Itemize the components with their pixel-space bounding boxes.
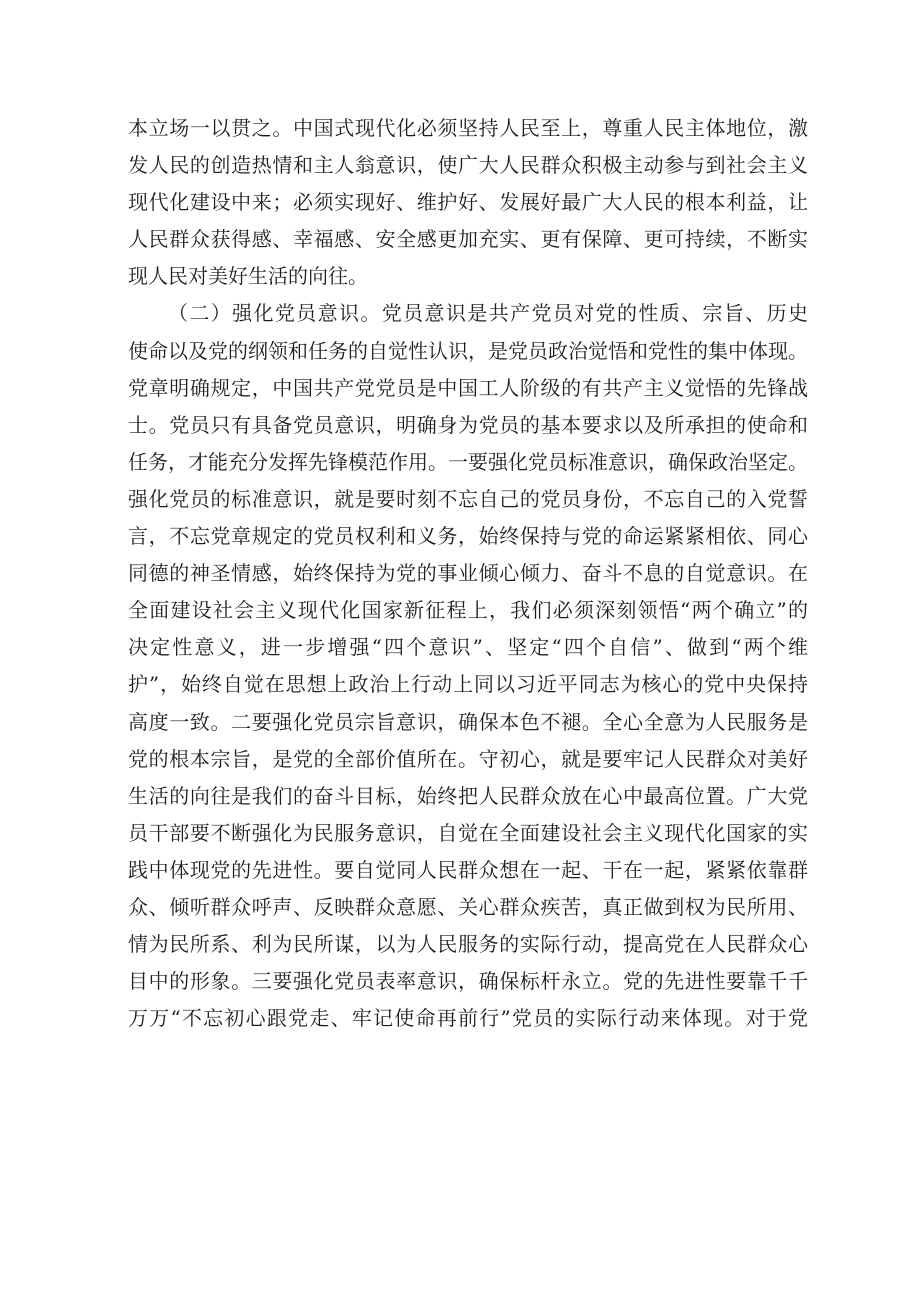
text-line: 任务，才能充分发挥先锋模范作用。一要强化党员标准意识，确保政治坚定。	[128, 449, 808, 474]
text-line: 本立场一以贯之。中国式现代化必须坚持人民至上，尊重人民主体地位，激	[128, 116, 808, 140]
body-text	[128, 110, 808, 1037]
paragraph-1	[128, 110, 808, 295]
text-line: 全面建设社会主义现代化国家新征程上，我们必须深刻领悟“两个确立”的	[128, 598, 808, 623]
text-line: 情为民所系、利为民所谋，以为人民服务的实际行动，提高党在人民群众心	[128, 932, 808, 957]
text-line: 护”，始终自觉在思想上政治上行动上同以习近平同志为核心的党中央保持	[128, 672, 808, 697]
text-line: 同德的神圣情感，始终保持为党的事业倾心倾力、奋斗不息的自觉意识。在	[128, 561, 808, 586]
text-line: 高度一致。二要强化党员宗旨意识，确保本色不褪。全心全意为人民服务是	[128, 709, 808, 734]
text-line: 现人民对美好生活的向往。	[128, 264, 368, 289]
text-line: 言，不忘党章规定的党员权利和义务，始终保持与党的命运紧紧相依、同心	[128, 524, 808, 549]
text-line: 万万“不忘初心跟党走、牢记使命再前行”党员的实际行动来体现。对于党	[128, 1006, 808, 1031]
text-line: 生活的向往是我们的奋斗目标，始终把人民群众放在心中最高位置。广大党	[128, 783, 808, 808]
paragraph-2	[128, 295, 808, 1037]
text-line: 使命以及党的纲领和任务的自觉性认识，是党员政治觉悟和党性的集中体现。	[128, 338, 808, 363]
text-line: 决定性意义，进一步增强“四个意识”、坚定“四个自信”、做到“两个维	[128, 635, 808, 660]
text-line: 党章明确规定，中国共产党党员是中国工人阶级的有共产主义觉悟的先锋战	[128, 375, 808, 400]
text-line: 员干部要不断强化为民服务意识，自觉在全面建设社会主义现代化国家的实	[128, 820, 808, 845]
text-line: 现代化建设中来；必须实现好、维护好、发展好最广大人民的根本利益，让	[128, 190, 808, 215]
text-line: 强化党员的标准意识，就是要时刻不忘自己的党员身份，不忘自己的入党誓	[128, 486, 808, 511]
text-line: 践中体现党的先进性。要自觉同人民群众想在一起、干在一起，紧紧依靠群	[128, 857, 808, 882]
text-line: 党的根本宗旨，是党的全部价值所在。守初心，就是要牢记人民群众对美好	[128, 746, 808, 771]
text-line: 士。党员只有具备党员意识，明确身为党员的基本要求以及所承担的使命和	[128, 412, 808, 437]
text-line: 人民群众获得感、幸福感、安全感更加充实、更有保障、更可持续，不断实	[128, 227, 808, 252]
text-line: 目中的形象。三要强化党员表率意识，确保标杆永立。党的先进性要靠千千	[128, 969, 808, 994]
text-line: 发人民的创造热情和主人翁意识，使广大人民群众积极主动参与到社会主义	[128, 153, 808, 178]
text-line: 众、倾听群众呼声、反映群众意愿、关心群众疾苦，真正做到权为民所用、	[128, 894, 808, 919]
section-heading-line: （二）强化党员意识。党员意识是共产党员对党的性质、宗旨、历史	[168, 301, 808, 326]
